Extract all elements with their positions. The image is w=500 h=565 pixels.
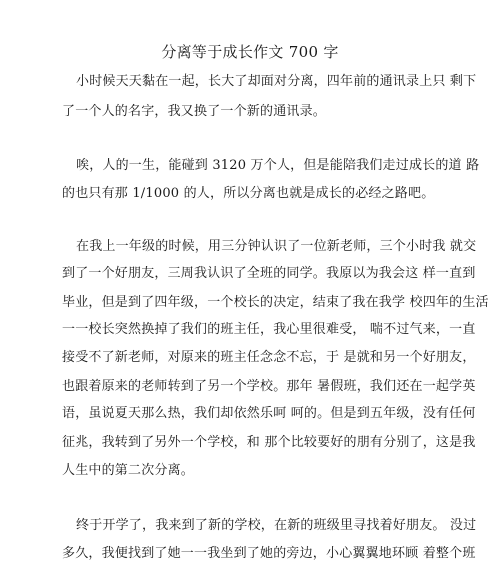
paragraph-3-line-2: 到了一个好朋友，三周我认识了全班的同学。我原以为我会这 样一直到: [62, 266, 476, 281]
paragraph-3-line-1: 在我上一年级的时候，用三分钟认识了一位新老师，三个小时我 就交: [76, 239, 477, 254]
paragraph-3-line-6: 也跟着原来的老师转到了另一个学校。那年 暑假班，我们还在一起学英: [62, 379, 476, 394]
paragraph-2-line-1: 唉，人的一生，能碰到 3120 万个人，但是能陪我们走过成长的道 路: [76, 158, 480, 173]
paragraph-1-line-1: 小时候天天黏在一起，长大了却面对分离，四年前的通讯录上只 剩下: [76, 74, 477, 89]
paragraph-1-line-2: 了一个人的名字，我又换了一个新的通讯录。: [62, 104, 327, 119]
paragraph-2-line-2: 的也只有那 1/1000 的人，所以分离也就是成长的必经之路吧。: [62, 186, 435, 201]
paragraph-4-line-1: 终于开学了，我来到了新的学校，在新的班级里寻找着好朋友。 没过: [76, 518, 477, 533]
paragraph-3-line-5: 接受不了新老师，对原来的班主任念念不忘，于 是就和另一个好朋友，: [62, 350, 476, 365]
paragraph-3-line-7: 语，虽说夏天那么热，我们却依然乐呵 呵的。但是到五年级，没有任何: [62, 406, 476, 421]
paragraph-4-line-2: 多久，我便找到了她一一我坐到了她的旁边，小心翼翼地环顾 着整个班: [62, 546, 476, 561]
paragraph-3-line-9: 人生中的第二次分离。: [62, 463, 195, 478]
paragraph-3-line-4: 一一校长突然换掉了我们的班主任，我心里很难受， 喘不过气来，一直: [62, 322, 476, 337]
document-title: 分离等于成长作文 700 字: [161, 43, 339, 61]
paragraph-3-line-3: 毕业，但是到了四年级，一个校长的决定，结束了我在我学 校四年的生活: [62, 295, 489, 310]
paragraph-3-line-8: 征兆，我转到了另外一个学校，和 那个比较要好的朋有分别了，这是我: [62, 435, 476, 450]
